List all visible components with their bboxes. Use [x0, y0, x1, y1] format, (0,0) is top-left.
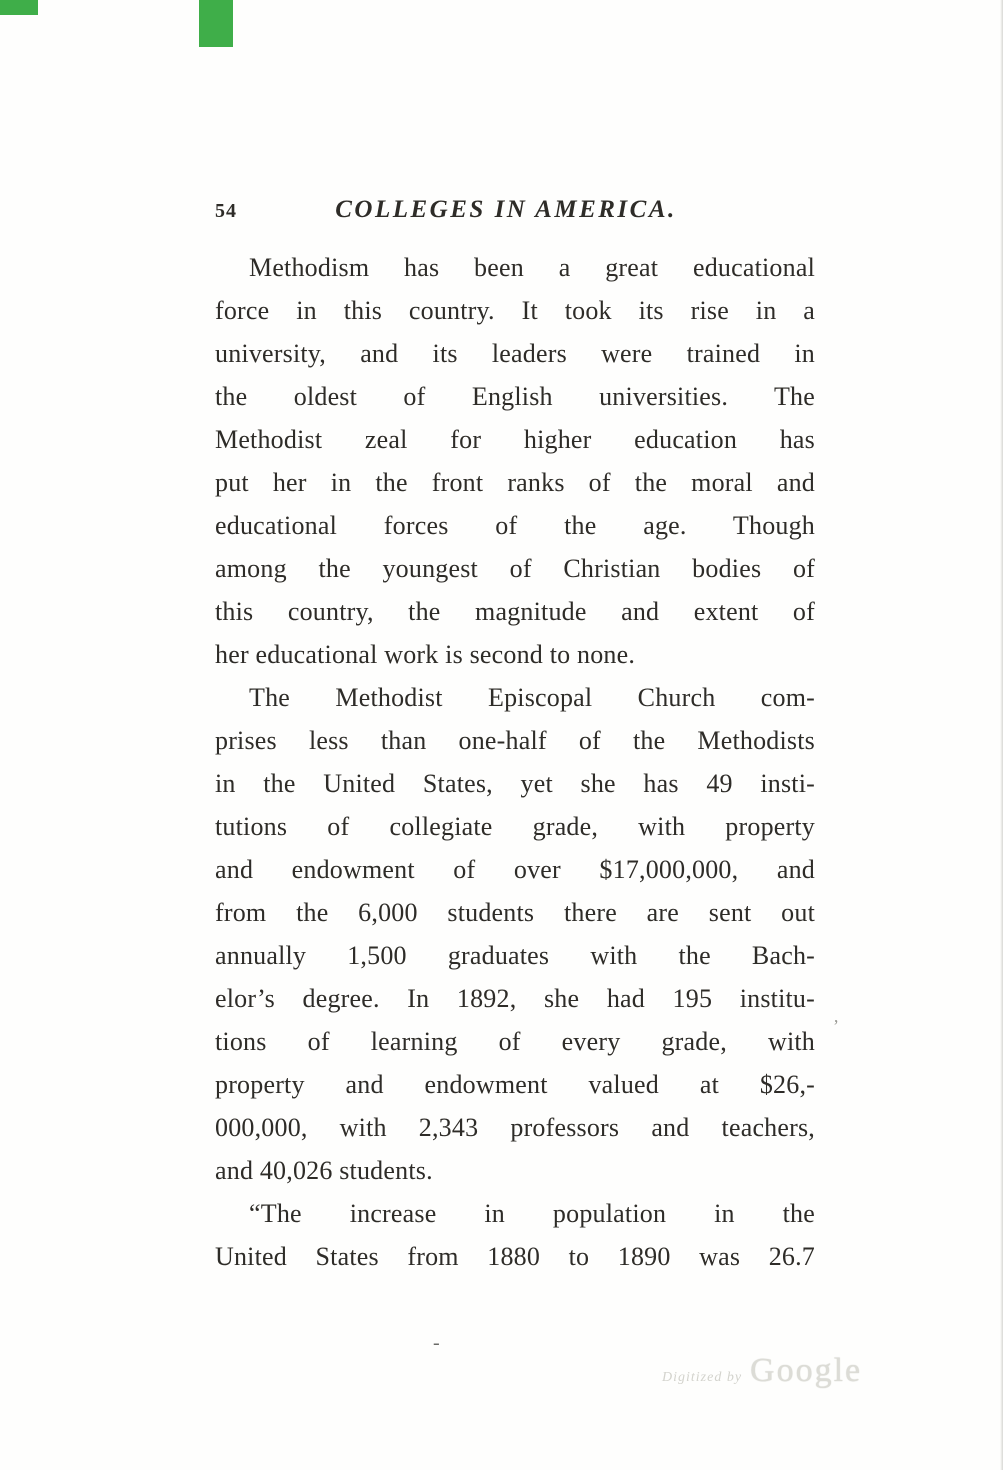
text-line: put her in the front ranks of the moral and [215, 468, 815, 497]
text-line: 000,000, with 2,343 professors and teachers, [215, 1113, 815, 1142]
text-line: from the 6,000 students there are sent out [215, 898, 815, 927]
text-body [215, 246, 815, 1278]
text-line: and 40,026 students. [215, 1156, 433, 1185]
text-line: elor’s degree. In 1892, she had 195 institu- [215, 984, 815, 1013]
paragraph [215, 1192, 815, 1278]
stray-mark: - [433, 1332, 440, 1354]
text-line: property and endowment valued at $26,- [215, 1070, 815, 1099]
page-number: 54 [215, 200, 237, 222]
text-line: Methodism has been a great educational [249, 253, 815, 282]
text-line: annually 1,500 graduates with the Bach- [215, 941, 815, 970]
text-line: tutions of collegiate grade, with property [215, 812, 815, 841]
digitized-watermark [662, 1352, 862, 1390]
text-line: in the United States, yet she has 49 insti- [215, 769, 815, 798]
text-line: tions of learning of every grade, with [215, 1027, 815, 1056]
stray-tick: ’ [833, 1016, 839, 1036]
text-line: educational forces of the age. Though [215, 511, 815, 540]
text-line: and endowment of over $17,000,000, and [215, 855, 815, 884]
text-line: the oldest of English universities. The [215, 382, 815, 411]
running-title: COLLEGES IN AMERICA. [335, 196, 677, 223]
text-line: prises less than one-half of the Methodists [215, 726, 815, 755]
text-line: this country, the magnitude and extent of [215, 597, 815, 626]
paragraph [215, 246, 815, 676]
watermark-prefix: Digitized by [662, 1370, 743, 1385]
text-line: among the youngest of Christian bodies of [215, 554, 815, 583]
paragraph [215, 676, 815, 1192]
text-line: The Methodist Episcopal Church com- [249, 683, 815, 712]
page-header [215, 196, 815, 224]
text-line: United States from 1880 to 1890 was 26.7 [215, 1242, 815, 1271]
scan-artifact [199, 0, 233, 47]
text-line: force in this country. It took its rise in a [215, 296, 815, 325]
text-line: university, and its leaders were trained in [215, 339, 815, 368]
scan-artifact [0, 0, 38, 15]
text-line: Methodist zeal for higher education has [215, 425, 815, 454]
text-line: her educational work is second to none. [215, 640, 636, 669]
text-line: “The increase in population in the [249, 1199, 815, 1228]
google-logo-watermark: Google [750, 1352, 863, 1389]
